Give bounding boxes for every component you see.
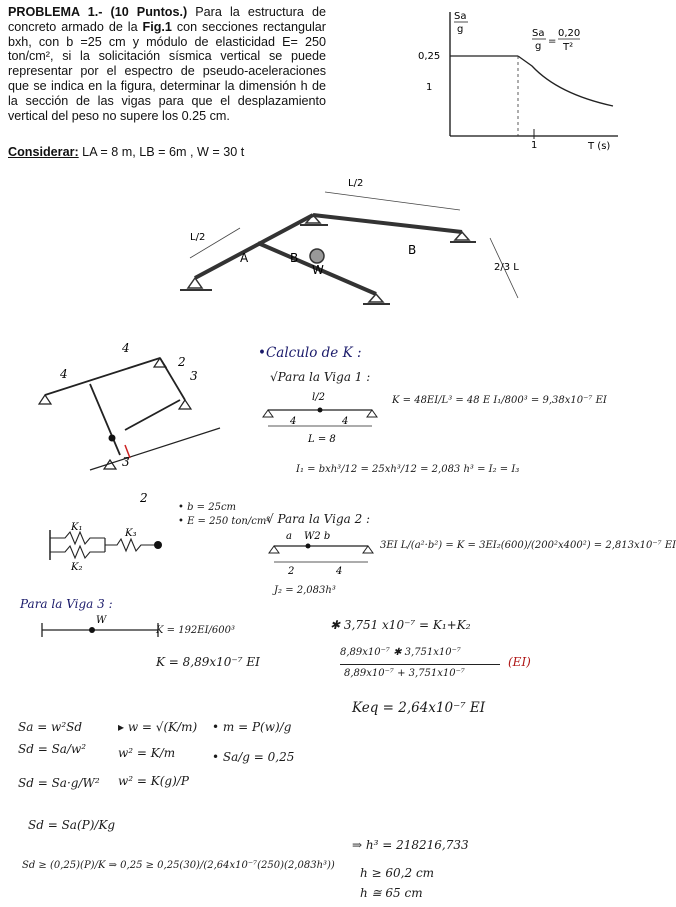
- label-b2: B: [408, 243, 417, 257]
- spectrum-y-label-bottom: g: [457, 24, 464, 35]
- consider-label: Considerar:: [8, 145, 79, 159]
- spectrum-x-label: T (s): [588, 141, 611, 152]
- support-left: [180, 278, 212, 290]
- final-eq-2: ⇒ h³ = 218216,733: [352, 838, 469, 852]
- label-a: A: [240, 251, 249, 265]
- problem-heading: PROBLEMA 1.- (10 Puntos.): [8, 5, 188, 19]
- given-data: [8, 145, 244, 159]
- sa-eq-1: Sa = w²Sd: [18, 720, 83, 734]
- spring-k2: K₂: [71, 562, 83, 573]
- viga1-dim-4b: 4: [342, 416, 349, 427]
- viga1-title: √Para la Viga 1 :: [270, 370, 371, 384]
- label-w: W: [312, 263, 324, 277]
- sketch-dim-4b: 4: [122, 341, 130, 355]
- label-b1: B: [290, 251, 299, 265]
- final-eq-1: Sd ≥ (0,25)(P)/K ⇒ 0,25 ≥ 0,25(30)/(2,64x10⁻⁷(250)(2,083h³)): [22, 860, 335, 871]
- dim-l2-top: L/2: [348, 178, 364, 189]
- consider-values: LA = 8 m, LB = 6m , W = 30 t: [78, 145, 245, 159]
- inertia-formula: I₁ = bxh³/12 = 25xh³/12 = 2,083 h³ = I₂ = I₃: [296, 464, 520, 475]
- sketch-dim-2b: 2: [140, 491, 148, 505]
- w-eq-3: w² = K(g)/P: [118, 774, 189, 788]
- b-value: • b = 25cm: [178, 502, 237, 513]
- svg-text:=: =: [548, 36, 557, 47]
- star-eq-2-tag: (EI): [508, 655, 531, 669]
- sketch-dim-4a: 4: [60, 367, 68, 381]
- sketch-dim-3: 3: [190, 369, 198, 383]
- m-eq-2: • Sa/g = 0,25: [212, 750, 295, 764]
- viga2-dim-2: 2: [288, 566, 295, 577]
- i2-value: J₂ = 2,083h³: [274, 585, 336, 596]
- sd-eq-4: Sd = Sa(P)/Kg: [28, 818, 116, 832]
- k1-formula: K = 48EI/L³ = 48 E I₁/800³ = 9,38x10⁻⁷ EI: [392, 395, 607, 406]
- spectrum-tick-1-y: 1: [426, 82, 433, 93]
- e-value: • E = 250 ton/cm²: [178, 516, 271, 527]
- support-bottom: [363, 294, 390, 304]
- viga3-title: Para la Viga 3 :: [20, 597, 113, 611]
- star-eq-2-bar: [340, 664, 500, 665]
- viga2-dim-4: 4: [336, 566, 343, 577]
- hand-sketch-frame: [30, 340, 230, 510]
- star-eq-1: ✱ 3,751 x10⁻⁷ = K₁+K₂: [330, 618, 471, 632]
- spectrum-formula-lhs-bottom: g: [535, 41, 542, 52]
- spring-model: [45, 520, 175, 573]
- spectrum-formula-denominator: T²: [563, 42, 574, 53]
- structure-figure: [170, 170, 530, 310]
- m-eq-1: • m = P(w)/g: [212, 720, 292, 734]
- spectrum-formula-lhs-top: Sa: [532, 28, 545, 39]
- problem-statement: [8, 5, 326, 123]
- keq-value: Keq = 2,64x10⁻⁷ EI: [352, 700, 486, 716]
- spectrum-tick-025: 0,25: [418, 51, 441, 62]
- viga3-w: W: [96, 615, 107, 626]
- dim-l2-left: L/2: [190, 232, 206, 243]
- sa-eq-2: Sd = Sa/w²: [18, 742, 87, 756]
- k3-formula: K = 192EI/600³: [156, 625, 236, 636]
- viga1-load-pos: l/2: [312, 392, 325, 403]
- spring-k1: K₁: [71, 522, 83, 533]
- final-eq-4: h ≅ 65 cm: [360, 886, 423, 900]
- spectrum-tick-1-x: 1: [531, 140, 538, 151]
- spectrum-y-label-top: Sa: [454, 11, 467, 22]
- viga2-a: a: [286, 531, 292, 542]
- star-eq-2-num: 8,89x10⁻⁷ ✱ 3,751x10⁻⁷: [340, 647, 461, 658]
- star-eq-2-den: 8,89x10⁻⁷ + 3,751x10⁻⁷: [344, 668, 465, 679]
- viga3-sketch: [40, 615, 160, 645]
- viga1-length: L = 8: [308, 434, 336, 445]
- w-eq-2: w² = K/m: [118, 746, 176, 760]
- dim-23l: 2/3 L: [494, 262, 519, 273]
- problem-text-2: con secciones rectangular bxh, con b =25 cm y módulo de elasticidad E= 250 ton/cm², si la solicitación sísmica vertical se puede representar por el espectro de pseudo-aceleraciones que se indica en la figura, determinar la dimensión h de la sección de las vigas para que el desplazamiento vertical del peso no supere los 0.25 cm.: [8, 19, 326, 123]
- spring-k3: K₃: [125, 528, 137, 539]
- w-eq-1: ▸ w = √(K/m): [118, 720, 198, 734]
- final-eq-3: h ≥ 60,2 cm: [360, 866, 435, 880]
- spectrum-formula-numerator: 0,20: [558, 28, 581, 39]
- support-right: [450, 232, 476, 242]
- problem-text-1: Para la estructura de concreto armado de la: [8, 5, 326, 34]
- sketch-dim-3b: 3: [122, 455, 130, 469]
- viga2-sketch: [268, 530, 378, 580]
- viga1-dim-4a: 4: [290, 416, 297, 427]
- viga2-title: √ Para la Viga 2 :: [266, 512, 371, 526]
- sa-eq-3: Sd = Sa·g/W²: [18, 776, 100, 790]
- calc-k-title: •Calculo de K :: [258, 345, 362, 361]
- mass-w: [310, 249, 324, 263]
- spectrum-graph: [418, 4, 628, 154]
- viga2-w2b: W2 b: [304, 531, 331, 542]
- viga1-sketch: [260, 388, 380, 448]
- sketch-dim-2: 2: [178, 355, 186, 369]
- k3-value: K = 8,89x10⁻⁷ EI: [156, 655, 260, 669]
- k2-formula: 3EI L/(a²·b²) = K = 3EI₂(600)/(200²x400²) = 2,813x10⁻⁷ EI: [380, 540, 676, 551]
- figure-reference: Fig.1: [142, 19, 172, 34]
